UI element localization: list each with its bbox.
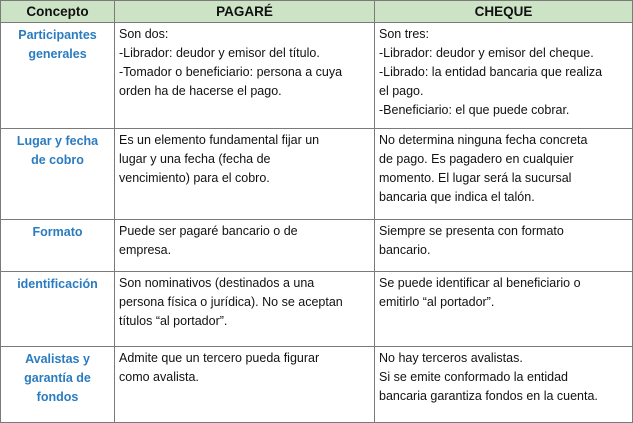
concept-cell	[1, 23, 115, 129]
cheque-text: bancaria garantiza fondos en la cuenta.	[379, 389, 598, 403]
concept-text: generales	[28, 47, 87, 61]
table-row	[1, 347, 633, 423]
concept-text: Lugar y fecha	[16, 134, 99, 148]
concept-text: Participantes	[18, 28, 97, 42]
cheque-cell	[375, 347, 633, 423]
table-row	[1, 23, 633, 129]
pagare-text: Son nominativos (destinados a una	[119, 276, 315, 290]
header-cheque: CHEQUE	[375, 1, 633, 23]
pagare-text: persona física o jurídica). No se aceptan	[119, 295, 343, 309]
table-row	[1, 129, 633, 220]
table-row	[1, 220, 633, 272]
cheque-text: Siempre se presenta con formato	[379, 224, 564, 238]
pagare-text: como avalista.	[119, 370, 199, 384]
table-row	[1, 272, 633, 347]
cheque-text: Si se emite conformado la entidad	[379, 370, 568, 384]
pagare-text: orden ha de hacerse el pago.	[119, 84, 282, 98]
concept-cell	[1, 272, 115, 347]
cheque-cell	[375, 220, 633, 272]
concept-text: Formato	[32, 225, 83, 239]
cheque-text: bancario.	[379, 243, 431, 257]
concept-cell	[1, 347, 115, 423]
pagare-cell	[115, 347, 375, 423]
pagare-text: títulos “al portador”.	[119, 314, 228, 328]
cheque-cell	[375, 23, 633, 129]
pagare-text: Admite que un tercero pueda figurar	[119, 351, 320, 365]
pagare-cell	[115, 129, 375, 220]
pagare-text: -Tomador o beneficiario: persona a cuya	[119, 65, 343, 79]
cheque-text: emitirlo “al portador”.	[379, 295, 495, 309]
cheque-text: -Librador: deudor y emisor del cheque.	[379, 46, 594, 60]
cheque-text: Se puede identificar al beneficiario o	[379, 276, 581, 290]
header-row	[1, 1, 633, 23]
concept-cell	[1, 220, 115, 272]
pagare-text: Puede ser pagaré bancario o de	[119, 224, 298, 238]
cheque-text: No hay terceros avalistas.	[379, 351, 523, 365]
cheque-text: -Beneficiario: el que puede cobrar.	[379, 103, 570, 117]
cheque-text: No determina ninguna fecha concreta	[379, 133, 588, 147]
pagare-cell	[115, 220, 375, 272]
cheque-cell	[375, 272, 633, 347]
pagare-text: Es un elemento fundamental fijar un	[119, 133, 320, 147]
concept-text: Avalistas y	[25, 352, 90, 366]
pagare-text: -Librador: deudor y emisor del título.	[119, 46, 320, 60]
concept-cell	[1, 129, 115, 220]
cheque-text: Son tres:	[379, 27, 430, 41]
pagare-text: Son dos:	[119, 27, 169, 41]
pagare-text: empresa.	[119, 243, 172, 257]
concept-text: identificación	[17, 277, 98, 291]
pagare-cell	[115, 23, 375, 129]
concept-text: de cobro	[31, 153, 84, 167]
cheque-text: -Librado: la entidad bancaria que realiza	[379, 65, 603, 79]
pagare-cell	[115, 272, 375, 347]
header-pagare: PAGARÉ	[115, 1, 375, 23]
header-concepto: Concepto	[1, 1, 115, 23]
cheque-cell	[375, 129, 633, 220]
concept-text: fondos	[36, 390, 79, 404]
concept-text: garantía de	[24, 371, 91, 385]
cheque-text: momento. El lugar será la sucursal	[379, 171, 572, 185]
cheque-text: bancaria que indica el talón.	[379, 190, 535, 204]
pagare-text: lugar y una fecha (fecha de	[119, 152, 271, 166]
pagare-text: vencimiento) para el cobro.	[119, 171, 270, 185]
cheque-text: de pago. Es pagadero en cualquier	[379, 152, 574, 166]
cheque-text: el pago.	[379, 84, 424, 98]
